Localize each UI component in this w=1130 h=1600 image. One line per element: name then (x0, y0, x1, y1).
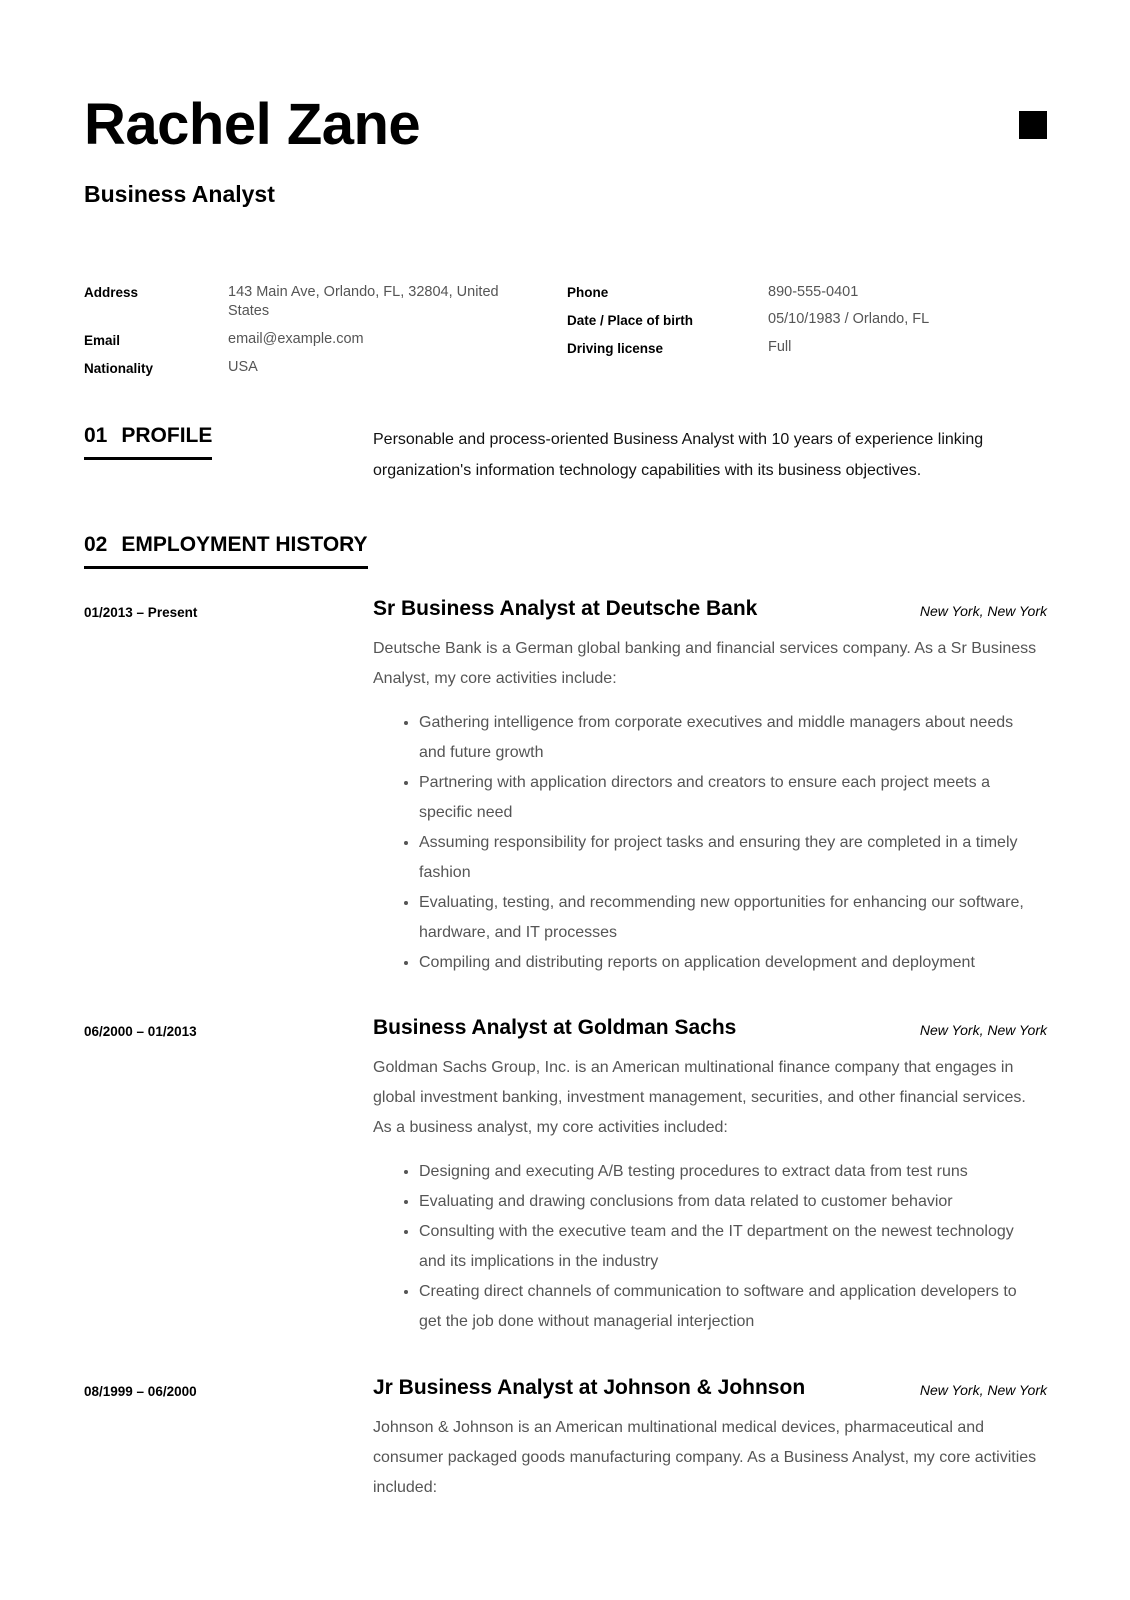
license-value: Full (768, 339, 792, 355)
job-bullet: • Partnering with application directors and creators to ensure each project meets a specific need (419, 768, 1043, 828)
job-description: Johnson & Johnson is an American multinational medical devices, pharmaceutical and consumer packaged goods manufacturing company. As a Business Analyst, my core activities included: (373, 1419, 1037, 1496)
job-bullet: • Assuming responsibility for project tasks and ensuring they are completed in a timely fashion (419, 828, 1043, 888)
address-label: Address (84, 285, 139, 300)
job-bullet: • Gathering intelligence from corporate executives and middle managers about needs and future growth (419, 708, 1043, 768)
job-bullet: • Consulting with the executive team and the IT department on the newest technology and its implications in the industry (419, 1217, 1043, 1277)
birth-label: Date / Place of birth (567, 313, 694, 328)
job-bullet: • Evaluating and drawing conclusions from data related to customer behavior (419, 1187, 1043, 1217)
job-bullets (373, 708, 1043, 978)
phone-value: 890-555-0401 (768, 284, 859, 300)
job-bullets (373, 1157, 1043, 1337)
job-title: Business Analyst at Goldman Sachs (373, 1016, 737, 1039)
license-label: Driving license (567, 341, 664, 356)
job-bullet: • Creating direct channels of communication to software and application developers to get the job done without managerial interjection (419, 1277, 1043, 1337)
job-description: Goldman Sachs Group, Inc. is an American multinational finance company that engages in global investment banking, investment management, securities, and other financial services. As a business analyst, my core activities included: (373, 1059, 1026, 1136)
employment-heading (84, 532, 368, 569)
profile-section-number: 01 (84, 424, 108, 447)
candidate-name: Rachel Zane (84, 92, 421, 157)
profile-section-title: PROFILE (121, 424, 213, 447)
job-dates: 08/1999 – 06/2000 (84, 1384, 197, 1399)
job-location: New York, New York (919, 1022, 1047, 1038)
job-location: New York, New York (919, 603, 1047, 619)
email-label: Email (84, 333, 121, 348)
job-description: Deutsche Bank is a German global banking and financial services company. As a Sr Business Analyst, my core activities include: (373, 640, 1037, 687)
email-value: email@example.com (228, 331, 364, 347)
employment-section-number: 02 (84, 533, 108, 556)
employment-section-title: EMPLOYMENT HISTORY (121, 533, 368, 556)
nationality-value: USA (228, 359, 258, 375)
job-bullet: • Compiling and distributing reports on application development and deployment (419, 948, 1043, 978)
profile-summary: Personable and process-oriented Business Analyst with 10 years of experience linking organization's information technology capabilities with its business objectives. (373, 431, 984, 479)
job-bullet: • Designing and executing A/B testing procedures to extract data from test runs (419, 1157, 1043, 1187)
profile-heading (84, 423, 212, 460)
phone-label: Phone (567, 285, 609, 300)
contact-details (0, 283, 1130, 383)
decorative-square-icon (1019, 111, 1047, 139)
job-location: New York, New York (919, 1382, 1047, 1398)
nationality-label: Nationality (84, 361, 154, 376)
candidate-job-title: Business Analyst (84, 181, 275, 207)
job-dates: 06/2000 – 01/2013 (84, 1024, 197, 1039)
job-title: Sr Business Analyst at Deutsche Bank (373, 597, 758, 620)
job-bullet: • Evaluating, testing, and recommending new opportunities for enhancing our software, hardware, and IT processes (419, 888, 1043, 948)
address-value: 143 Main Ave, Orlando, FL, 32804, United States (228, 284, 499, 319)
job-title: Jr Business Analyst at Johnson & Johnson (373, 1376, 806, 1399)
job-dates: 01/2013 – Present (84, 605, 198, 620)
birth-value: 05/10/1983 / Orlando, FL (768, 311, 930, 327)
